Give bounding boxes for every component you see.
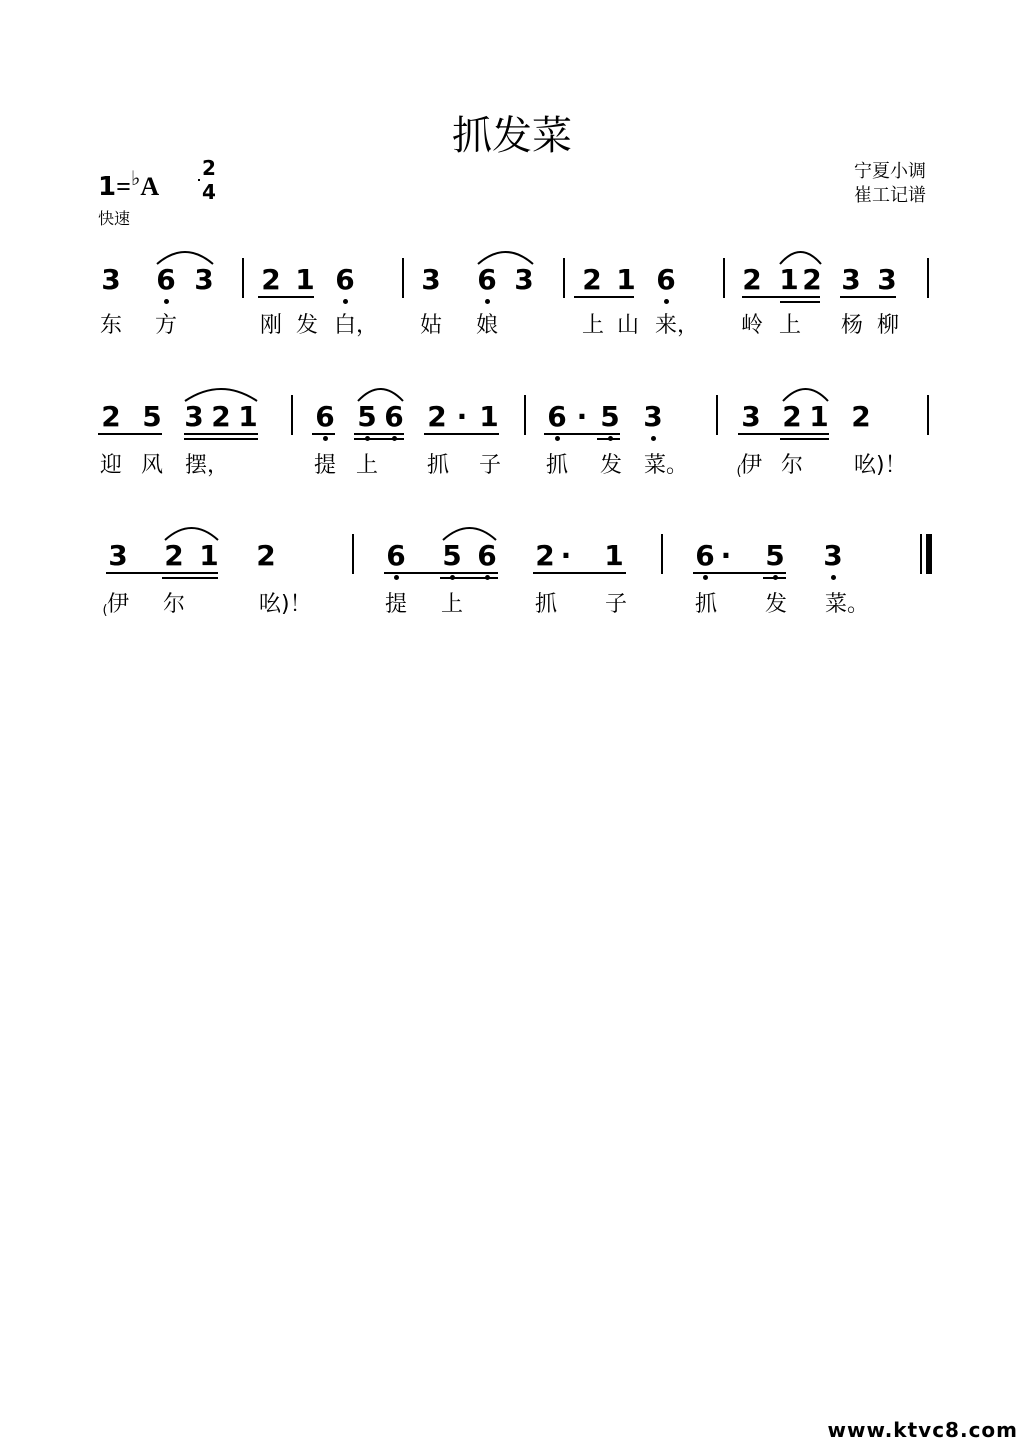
note: 3 <box>823 539 843 572</box>
lyric-syllable: 刚 <box>260 313 283 338</box>
time-signature <box>198 158 220 202</box>
bar-line <box>661 534 663 574</box>
note: 2 <box>211 400 231 433</box>
time-signature-bottom: 4 <box>202 180 216 204</box>
lyric-syllable: 上 <box>356 453 379 478</box>
beam-underline <box>354 438 404 440</box>
beam-underline <box>184 438 258 440</box>
augmentation-dot: · <box>576 400 588 433</box>
note: 1 <box>616 263 636 296</box>
time-signature-divider <box>198 179 200 181</box>
lyric-syllable: 抓 <box>546 453 569 478</box>
lyric-syllable: 姑 <box>420 313 443 338</box>
note: 1 <box>479 400 499 433</box>
octave-dot-below <box>703 575 708 580</box>
beam-underline <box>763 577 786 579</box>
lyric-syllable: 抓 <box>427 453 450 478</box>
bar-line <box>352 534 354 574</box>
beam-underline <box>742 296 820 298</box>
lyric-syllable: 抓 <box>695 592 718 617</box>
lyric-syllable: 吆)！ <box>259 592 312 617</box>
note: 6 <box>156 263 176 296</box>
key-signature <box>98 166 159 202</box>
note: 1 <box>238 400 258 433</box>
note: 3 <box>101 263 121 296</box>
flat-sign: ♭ <box>130 168 141 190</box>
octave-dot-below <box>164 299 169 304</box>
lyric-syllable: 尔 <box>163 592 186 617</box>
note: 3 <box>877 263 897 296</box>
lyric-syllable: 杨 <box>841 313 864 338</box>
slur-arc <box>778 246 823 268</box>
octave-dot-below <box>555 436 560 441</box>
note: 6 <box>386 539 406 572</box>
time-signature-top: 2 <box>202 156 216 180</box>
song-origin: 宁夏小调 <box>854 161 926 182</box>
note: 6 <box>384 400 404 433</box>
note: 2 <box>535 539 555 572</box>
note: 6 <box>656 263 676 296</box>
lyric-syllable: 方 <box>155 313 178 338</box>
bar-line <box>927 395 929 435</box>
lyric-syllable: 柳 <box>877 313 900 338</box>
lyric-syllable: 提 <box>385 592 408 617</box>
beam-underline <box>574 296 634 298</box>
lyric-syllable: 山 <box>617 313 640 338</box>
bar-line <box>563 258 565 298</box>
note: 3 <box>184 400 204 433</box>
bar-line <box>927 258 929 298</box>
beam-underline <box>693 572 786 574</box>
lyric-syllable: 上 <box>441 592 464 617</box>
note: 3 <box>643 400 663 433</box>
note: 6 <box>695 539 715 572</box>
transcriber-credit: 崔工记谱 <box>854 185 926 206</box>
beam-underline <box>440 577 498 579</box>
lyric-syllable: 子 <box>479 453 502 478</box>
note: 2 <box>742 263 762 296</box>
augmentation-dot: · <box>560 539 572 572</box>
note: 2 <box>164 539 184 572</box>
octave-dot-below <box>651 436 656 441</box>
note: 2 <box>427 400 447 433</box>
note: 6 <box>477 263 497 296</box>
beam-underline <box>597 438 620 440</box>
beam-underline <box>840 296 896 298</box>
octave-dot-below <box>485 299 490 304</box>
lyric-syllable: 吆)！ <box>854 453 907 478</box>
lyric-syllable: 上 <box>779 313 802 338</box>
octave-dot-below <box>831 575 836 580</box>
slur-arc <box>163 522 220 544</box>
key-equals: = <box>116 172 131 201</box>
watermark-text: www.ktvc8.com <box>827 1418 1018 1442</box>
lyric-syllable: 尔 <box>781 453 804 478</box>
lyric-syllable: 迎 <box>100 453 123 478</box>
beam-underline <box>106 572 218 574</box>
note: 2 <box>101 400 121 433</box>
note: 3 <box>841 263 861 296</box>
lyric-syllable: 子 <box>605 592 628 617</box>
slur-arc <box>781 383 830 405</box>
beam-underline <box>98 433 162 435</box>
final-bar-thin <box>920 534 922 574</box>
lyric-syllable: 伊 <box>740 453 763 478</box>
note: 3 <box>741 400 761 433</box>
slur-arc <box>183 383 259 405</box>
note: 2 <box>782 400 802 433</box>
lyric-syllable: 抓 <box>535 592 558 617</box>
beam-underline <box>258 296 314 298</box>
beam-underline <box>780 438 829 440</box>
note: 3 <box>514 263 534 296</box>
octave-dot-below <box>343 299 348 304</box>
lyric-syllable: 提 <box>314 453 337 478</box>
song-title: 抓发菜 <box>452 113 572 159</box>
lyric-syllable: 菜。 <box>825 592 870 617</box>
note: 6 <box>547 400 567 433</box>
note: 2 <box>582 263 602 296</box>
note: 3 <box>194 263 214 296</box>
lyric-syllable: 发 <box>765 592 788 617</box>
lyric-syllable: 菜。 <box>644 453 689 478</box>
note: 1 <box>295 263 315 296</box>
tempo-marking: 快速 <box>98 209 131 228</box>
note: 5 <box>357 400 377 433</box>
slur-arc <box>356 383 405 405</box>
note: 5 <box>765 539 785 572</box>
lyric-syllable: 风 <box>141 453 164 478</box>
lyric-syllable: 岭 <box>741 313 764 338</box>
beam-underline <box>424 433 499 435</box>
lyric-syllable: 白， <box>334 313 379 338</box>
note: 6 <box>315 400 335 433</box>
bar-line <box>723 258 725 298</box>
note: 6 <box>335 263 355 296</box>
note: 6 <box>477 539 497 572</box>
slur-arc <box>155 246 215 268</box>
bar-line <box>524 395 526 435</box>
lyric-syllable: 摆， <box>185 453 230 478</box>
note: 3 <box>108 539 128 572</box>
lyric-paren: ( <box>102 603 108 618</box>
beam-underline <box>312 433 335 435</box>
note: 2 <box>256 539 276 572</box>
lyric-syllable: 来， <box>655 313 700 338</box>
lyric-syllable: 娘 <box>476 313 499 338</box>
note: 3 <box>421 263 441 296</box>
slur-arc <box>476 246 535 268</box>
note: 1 <box>809 400 829 433</box>
octave-dot-below <box>664 299 669 304</box>
augmentation-dot: · <box>456 400 468 433</box>
lyric-paren: ( <box>736 464 742 479</box>
bar-line <box>291 395 293 435</box>
beam-underline <box>533 572 626 574</box>
bar-line <box>242 258 244 298</box>
note: 1 <box>604 539 624 572</box>
lyric-syllable: 伊 <box>107 592 130 617</box>
final-bar-thick <box>926 534 932 574</box>
key-note: A <box>140 172 160 201</box>
note: 5 <box>442 539 462 572</box>
note: 1 <box>779 263 799 296</box>
key-do: 1 <box>98 172 117 202</box>
octave-dot-below <box>323 436 328 441</box>
beam-underline <box>738 433 829 435</box>
note: 2 <box>261 263 281 296</box>
octave-dot-below <box>394 575 399 580</box>
note: 5 <box>142 400 162 433</box>
lyric-syllable: 上 <box>582 313 605 338</box>
beam-underline <box>780 301 820 303</box>
slur-arc <box>441 522 498 544</box>
beam-underline <box>162 577 218 579</box>
bar-line <box>402 258 404 298</box>
note: 5 <box>600 400 620 433</box>
note: 2 <box>851 400 871 433</box>
lyric-syllable: 东 <box>100 313 123 338</box>
note: 1 <box>199 539 219 572</box>
beam-underline <box>354 433 404 435</box>
beam-underline <box>384 572 498 574</box>
lyric-syllable: 发 <box>296 313 319 338</box>
beam-underline <box>184 433 258 435</box>
beam-underline <box>544 433 620 435</box>
lyric-syllable: 发 <box>600 453 623 478</box>
bar-line <box>716 395 718 435</box>
note: 2 <box>802 263 822 296</box>
augmentation-dot: · <box>720 539 732 572</box>
